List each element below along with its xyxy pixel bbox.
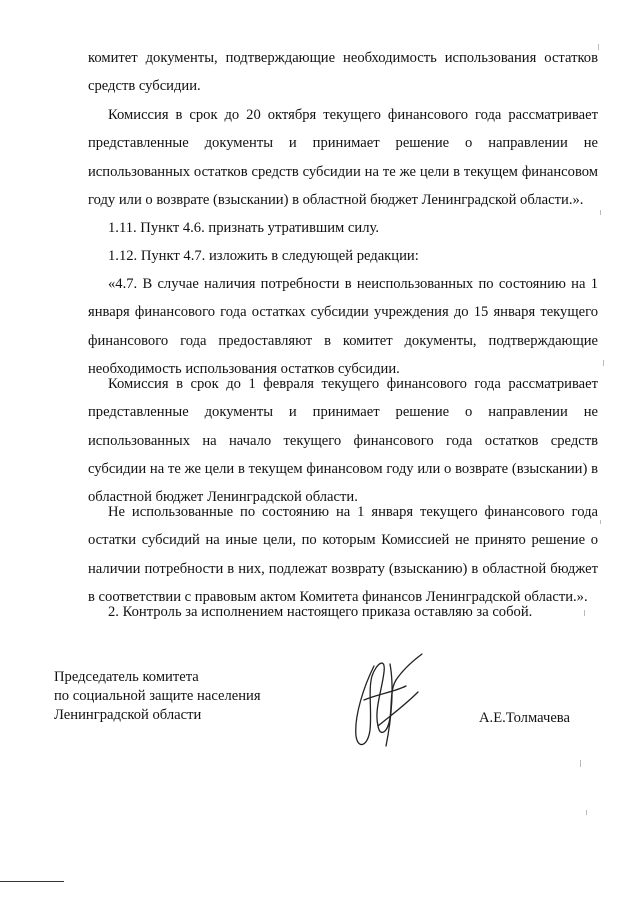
paragraph-continuation: комитет документы, подтверждающие необходимость использования остатков средств субсидии. (88, 50, 598, 95)
scan-speck (586, 810, 587, 815)
signatory-position-line-1: Председатель комитета (54, 669, 199, 685)
scan-speck (580, 760, 581, 767)
scan-speck (600, 210, 601, 215)
signature-block (54, 668, 261, 725)
paragraph-clause-4-7: «4.7. В случае наличия потребности в неиспользованных по состоянию на 1 января финансового года остатках субсидии учреждения до 15 января текущего финансового года предоставляют в комитет документы, подтверждающие необходимость использования остатков субсидии. (88, 276, 598, 377)
scan-speck (600, 520, 601, 524)
scan-speck (603, 360, 604, 366)
paragraph-commission-february: Комиссия в срок до 1 февраля текущего финансового года рассматривает представленные документы и принимает решение о направлении не использованных на начало текущего финансового года остатков средств субсидии на те же цели в текущем финансовом году или о возврате (взыскании) в областной бюджет Ленинградской области. (88, 376, 598, 506)
paragraph-unused-remainders: Не использованные по состоянию на 1 января текущего финансового года остатки субсидий на иные цели, по которым Комиссией не принято решение о наличии потребности в них, подлежат возврату (взысканию) в областной бюджет в соответствии с правовым актом Комитета финансов Ленинградской области.». (88, 504, 598, 605)
paragraph-item-1-12: 1.12. Пункт 4.7. изложить в следующей редакции: (108, 248, 419, 264)
handwritten-signature (334, 646, 426, 758)
signer-name: А.Е.Толмачева (479, 710, 570, 726)
paragraph-control: 2. Контроль за исполнением настоящего приказа оставляю за собой. (108, 604, 533, 620)
signatory-position-line-3: Ленинградской области (54, 707, 202, 723)
scan-speck (598, 44, 599, 50)
signatory-position-line-2: по социальной защите населения (54, 688, 261, 704)
scan-speck (584, 610, 585, 616)
footer-rule (0, 881, 64, 882)
paragraph-commission-october: Комиссия в срок до 20 октября текущего финансового года рассматривает представленные документы и принимает решение о направлении не использованных остатков средств субсидии на те же цели в текущем финансовом году или о возврате (взыскании) в областной бюджет Ленинградской области.». (88, 107, 598, 208)
paragraph-item-1-11: 1.11. Пункт 4.6. признать утратившим силу. (108, 220, 379, 236)
